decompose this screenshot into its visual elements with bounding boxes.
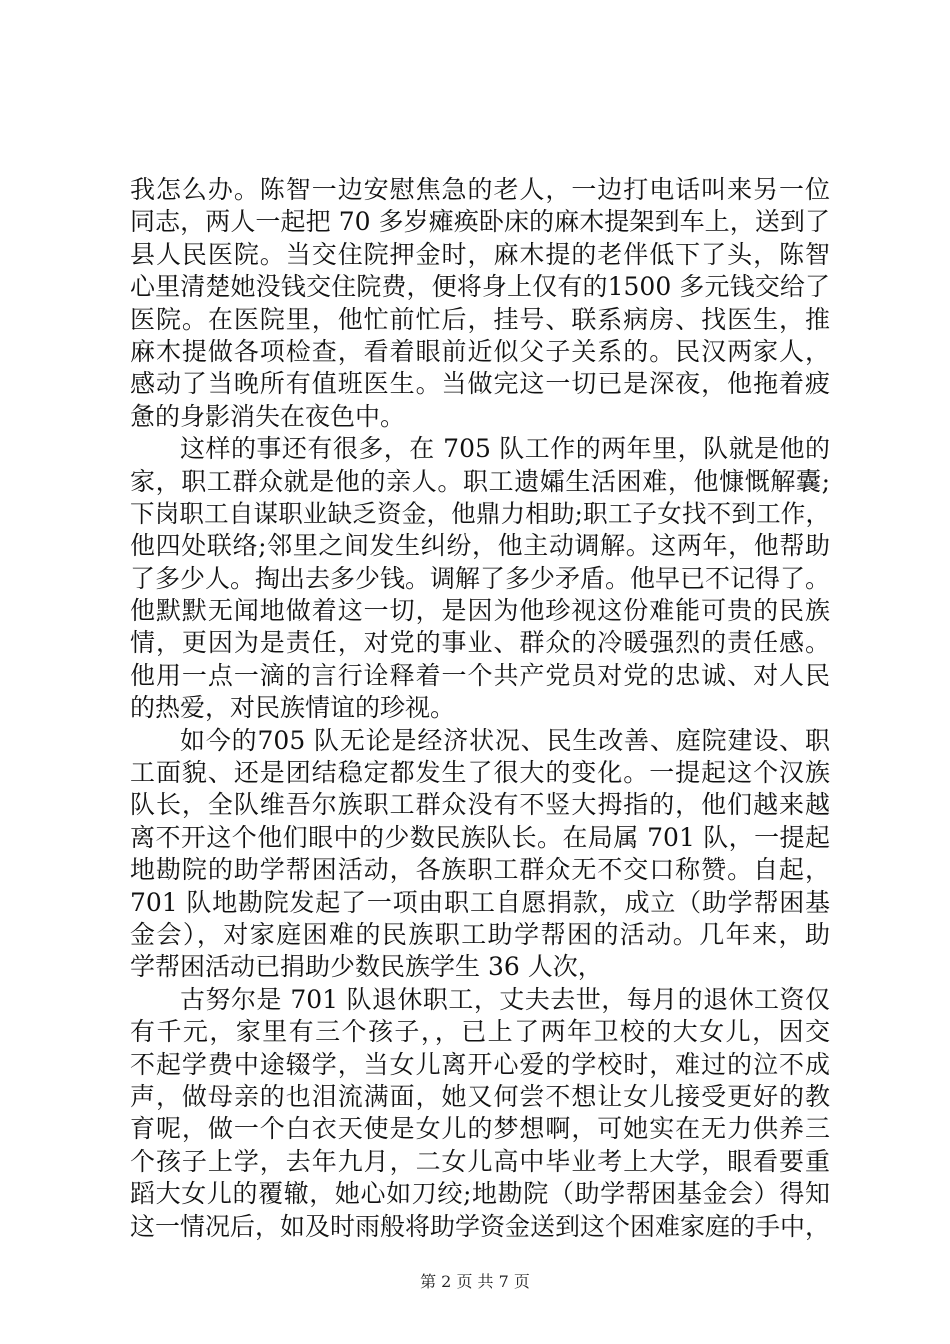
page-footer: 第 2 页 共 7 页 xyxy=(420,1272,530,1291)
text-line: 惫的身影消失在夜色中。 xyxy=(130,401,406,431)
text-line: 金会），对家庭困难的民族职工助学帮困的活动。几年来，助 xyxy=(130,919,830,949)
text-line: 701 队地勘院发起了一项由职工自愿捐款，成立（助学帮困基 xyxy=(130,887,830,917)
text-line: 离不开这个他们眼中的少数民族队长。在局属 701 队，一提起 xyxy=(130,822,830,852)
text-line: 我怎么办。陈智一边安慰焦急的老人，一边打电话叫来另一位 xyxy=(130,175,830,204)
text-line: 不起学费中途辍学，当女儿离开心爱的学校时，难过的泣不成 xyxy=(130,1049,830,1079)
text-line: 他默默无闻地做着这一切，是因为他珍视这份难能可贵的民族 xyxy=(130,596,830,626)
text-line: 心里清楚她没钱交住院费，便将身上仅有的1500 多元钱交给了 xyxy=(130,272,830,302)
text-line: 家，职工群众就是他的亲人。职工遗孀生活困难，他慷慨解囊; xyxy=(130,466,830,496)
text-line: 下岗职工自谋职业缺乏资金，他鼎力相助;职工子女找不到工作， xyxy=(130,498,830,528)
text-line: 声，做母亲的也泪流满面，她又何尝不想让女儿接受更好的教 xyxy=(130,1081,830,1111)
text-line: 这样的事还有很多，在 705 队工作的两年里，队就是他的 xyxy=(180,434,830,464)
text-line: 工面貌、还是团结稳定都发生了很大的变化。一提起这个汉族 xyxy=(130,758,830,788)
text-line: 如今的705 队无论是经济状况、民生改善、庭院建设、职 xyxy=(180,725,830,755)
text-line: 这一情况后，如及时雨般将助学资金送到这个困难家庭的手中， xyxy=(130,1211,831,1241)
text-line: 学帮困活动已捐助少数民族学生 36 人次， xyxy=(130,952,603,982)
text-line: 队长，全队维吾尔族职工群众没有不竖大拇指的，他们越来越 xyxy=(130,790,830,820)
text-line: 他用一点一滴的言行诠释着一个共产党员对党的忠诚、对人民 xyxy=(130,660,830,690)
text-line: 育呢，做一个白衣天使是女儿的梦想啊，可她实在无力供养三 xyxy=(130,1114,830,1144)
text-line: 了多少人。掏出去多少钱。调解了多少矛盾。他早已不记得了。 xyxy=(130,563,831,593)
text-line: 古努尔是 701 队退休职工，丈夫去世，每月的退休工资仅 xyxy=(180,984,830,1014)
text-line: 蹈大女儿的覆辙，她心如刀绞;地勘院（助学帮困基金会）得知 xyxy=(130,1179,830,1209)
text-line: 麻木提做各项检查，看着眼前近似父子关系的。民汉两家人， xyxy=(130,336,830,366)
text-line: 县人民医院。当交住院押金时，麻木提的老伴低下了头，陈智 xyxy=(130,239,830,269)
body-text xyxy=(130,174,830,1243)
text-line: 个孩子上学，去年九月，二女儿高中毕业考上大学，眼看要重 xyxy=(130,1146,830,1176)
text-line: 地勘院的助学帮困活动，各族职工群众无不交口称赞。自起， xyxy=(130,855,830,885)
text-line: 情，更因为是责任，对党的事业、群众的冷暖强烈的责任感。 xyxy=(130,628,830,658)
text-line: 的热爱，对民族情谊的珍视。 xyxy=(130,693,456,723)
text-line: 他四处联络;邻里之间发生纠纷，他主动调解。这两年，他帮助 xyxy=(130,531,830,561)
text-line: 感动了当晚所有值班医生。当做完这一切已是深夜，他拖着疲 xyxy=(130,369,830,399)
text-line: 医院。在医院里，他忙前忙后，挂号、联系病房、找医生，推 xyxy=(130,304,830,334)
text-line: 同志，两人一起把 70 多岁瘫痪卧床的麻木提架到车上，送到了 xyxy=(130,207,830,237)
text-line: 有千元，家里有三个孩子，，已上了两年卫校的大女儿，因交 xyxy=(130,1017,830,1047)
